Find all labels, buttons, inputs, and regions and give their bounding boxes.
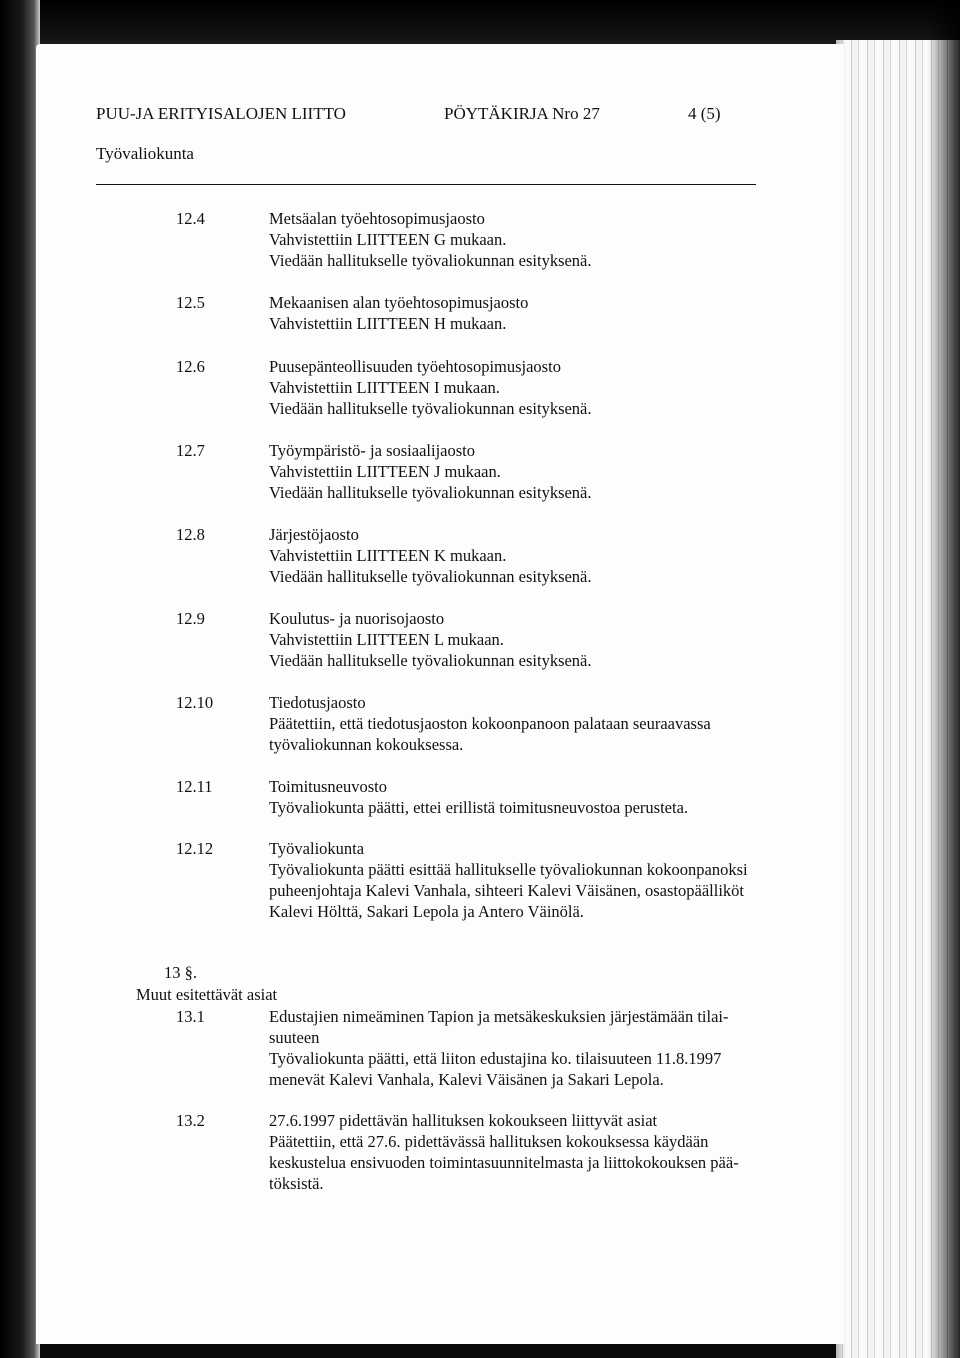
agenda-item-body (269, 292, 769, 334)
agenda-item-text: Päätettiin, että 27.6. pidettävässä hallituksen kokouksessa käydään (269, 1132, 709, 1151)
agenda-item-body (269, 608, 769, 671)
agenda-item-heading: Metsäalan työehtosopimusjaosto (269, 209, 485, 228)
agenda-item-heading: Toimitusneuvosto (269, 777, 388, 796)
agenda-item-number: 12.11 (176, 777, 213, 796)
agenda-item-heading: Mekaanisen alan työehtosopimusjaosto (269, 293, 529, 312)
agenda-item-heading: Järjestöjaosto (269, 525, 359, 544)
agenda-item-text: Kalevi Hölttä, Sakari Lepola ja Antero Väinölä. (269, 902, 584, 921)
agenda-item-text: töksistä. (269, 1174, 324, 1193)
agenda-item-body (269, 208, 769, 271)
agenda-item-number: 12.8 (176, 525, 205, 544)
agenda-item-body (269, 440, 769, 503)
agenda-item-text: työvaliokunnan kokouksessa. (269, 735, 464, 754)
agenda-item-heading: Työvaliokunta (269, 839, 365, 858)
agenda-item-number: 12.6 (176, 357, 205, 376)
agenda-item-number: 12.5 (176, 293, 205, 312)
agenda-item-body (269, 838, 769, 922)
agenda-item-number: 12.9 (176, 609, 205, 628)
section-heading (136, 962, 278, 1006)
header-committee: Työvaliokunta (96, 144, 194, 163)
agenda-item-number: 12.7 (176, 441, 205, 460)
agenda-item-body (269, 692, 769, 755)
agenda-item-number: 12.10 (176, 693, 214, 712)
agenda-item-text: Päätettiin, että tiedotusjaoston kokoonpanoon palataan seuraavassa (269, 714, 711, 733)
agenda-item-text: Viedään hallitukselle työvaliokunnan esityksenä. (269, 651, 592, 670)
agenda-item-text: Vahvistettiin LIITTEEN I mukaan. (269, 378, 500, 397)
agenda-item-number: 13.1 (176, 1007, 205, 1026)
section-number: 13 §. (164, 963, 197, 982)
section-title: Muut esitettävät asiat (136, 985, 278, 1004)
header-page-number: 4 (5) (688, 104, 721, 123)
agenda-item-heading: 27.6.1997 pidettävän hallituksen kokoukseen liittyvät asiat (269, 1111, 658, 1130)
agenda-item-text: Viedään hallitukselle työvaliokunnan esityksenä. (269, 567, 592, 586)
agenda-item-number: 12.12 (176, 839, 214, 858)
agenda-item-text: Vahvistettiin LIITTEEN L mukaan. (269, 630, 504, 649)
agenda-item-text: Viedään hallitukselle työvaliokunnan esityksenä. (269, 251, 592, 270)
agenda-item-body (269, 776, 769, 818)
agenda-item-heading: Edustajien nimeäminen Tapion ja metsäkeskuksien järjestämään tilai- (269, 1007, 729, 1026)
agenda-item-body (269, 356, 769, 419)
agenda-item-text: Vahvistettiin LIITTEEN K mukaan. (269, 546, 507, 565)
agenda-item-heading: Tiedotusjaosto (269, 693, 366, 712)
agenda-item-text: Viedään hallitukselle työvaliokunnan esityksenä. (269, 483, 592, 502)
agenda-item-heading: Työympäristö- ja sosiaalijaosto (269, 441, 475, 460)
agenda-item-text: Työvaliokunta päätti, että liiton edustajina ko. tilaisuuteen 11.8.1997 (269, 1049, 722, 1068)
agenda-item-number: 13.2 (176, 1111, 205, 1130)
agenda-item-text: Työvaliokunta päätti, ettei erillistä toimitusneuvostoa perusteta. (269, 798, 689, 817)
header-document-title: PÖYTÄKIRJA Nro 27 (444, 104, 600, 123)
agenda-item-text: puheenjohtaja Kalevi Vanhala, sihteeri Kalevi Väisänen, osastopäälliköt (269, 881, 744, 900)
agenda-item-text: Viedään hallitukselle työvaliokunnan esityksenä. (269, 399, 592, 418)
agenda-item-text: Vahvistettiin LIITTEEN J mukaan. (269, 462, 501, 481)
agenda-item-text: keskustelua ensivuoden toimintasuunnitelmasta ja liittokokouksen pää- (269, 1153, 739, 1172)
agenda-item-body (269, 524, 769, 587)
agenda-item-heading: suuteen (269, 1028, 320, 1047)
agenda-item-text: Vahvistettiin LIITTEEN H mukaan. (269, 314, 507, 333)
agenda-item-heading: Koulutus- ja nuorisojaosto (269, 609, 445, 628)
agenda-item-text: Vahvistettiin LIITTEEN G mukaan. (269, 230, 507, 249)
agenda-item-body (269, 1110, 769, 1194)
header-organization: PUU-JA ERITYISALOJEN LIITTO (96, 104, 346, 123)
agenda-item-number: 12.4 (176, 209, 205, 228)
agenda-item-body (269, 1006, 769, 1090)
agenda-item-text: Työvaliokunta päätti esittää hallitukselle työvaliokunnan kokoonpanoksi (269, 860, 748, 879)
agenda-item-text: menevät Kalevi Vanhala, Kalevi Väisänen ja Sakari Lepola. (269, 1070, 664, 1089)
agenda-item-heading: Puusepänteollisuuden työehtosopimusjaosto (269, 357, 561, 376)
